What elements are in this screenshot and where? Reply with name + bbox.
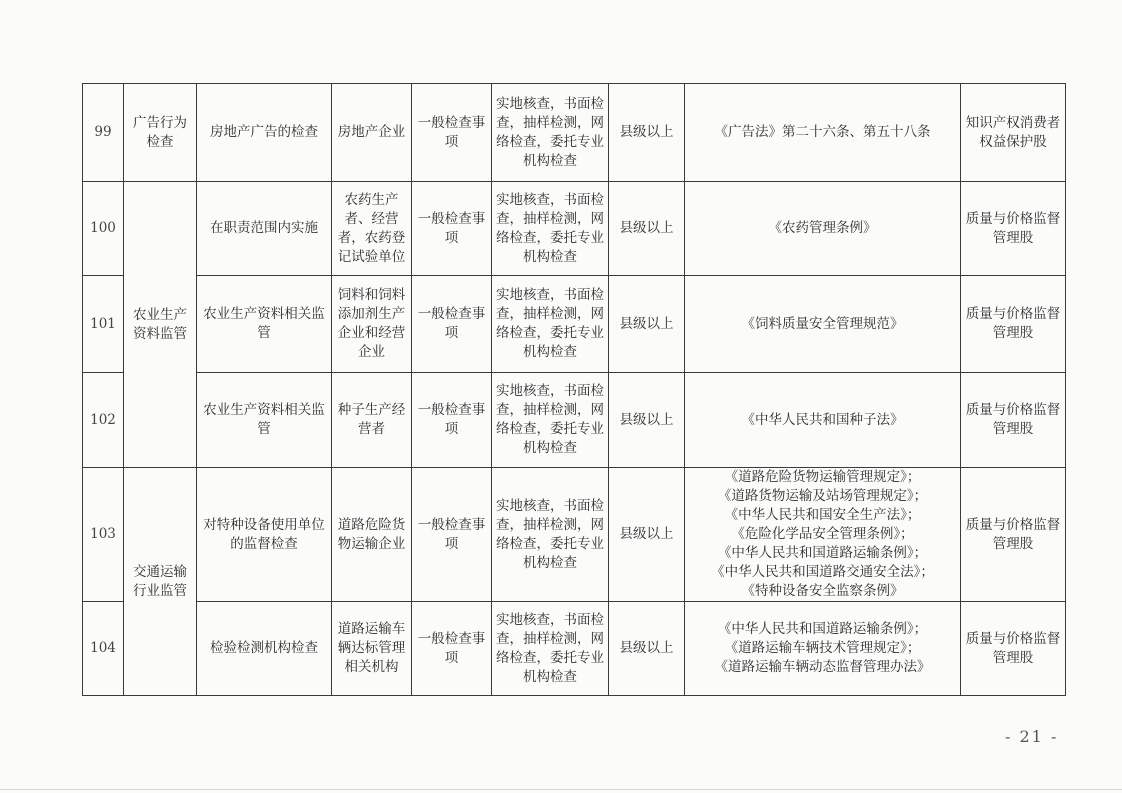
basis-cell [685,373,961,468]
basis-line: 《中华人民共和国安全生产法》； [724,507,921,523]
target-cell: 饲料和饲料添加剂生产企业和经营企业 [332,276,412,373]
basis-line: 《中华人民共和国道路运输条例》； [717,545,928,561]
basis-cell [685,276,961,373]
dept-cell: 质量与价格监督管理股 [961,602,1066,696]
row-number: 101 [83,276,124,373]
basis-line: 《饲料质量安全管理规范》 [741,315,904,332]
method-cell: 实地核查，书面检查，抽样检测，网络检查，委托专业机构检查 [492,468,609,602]
method-cell: 实地核查，书面检查，抽样检测，网络检查，委托专业机构检查 [492,182,609,276]
basis-line: 《道路运输车辆技术管理规定》； [724,640,921,656]
type-cell: 一般检查事项 [412,276,492,373]
basis-line: 《农药管理条例》 [768,220,877,236]
level-cell: 县级以上 [609,602,685,696]
item-cell: 农业生产资料相关监管 [197,276,332,373]
basis-cell [685,182,961,276]
type-cell: 一般检查事项 [412,468,492,602]
item-cell: 农业生产资料相关监管 [197,373,332,468]
method-cell: 实地核查，书面检查，抽样检测，网络检查，委托专业机构检查 [492,373,609,468]
level-cell: 县级以上 [609,182,685,276]
type-cell: 一般检查事项 [412,182,492,276]
table-row [83,182,1066,276]
dept-cell: 质量与价格监督管理股 [961,373,1066,468]
basis-line: 《道路危险货物运输管理规定》； [724,469,921,485]
row-number: 99 [83,84,124,182]
basis-line: 《危险化学品安全管理条例》； [731,526,914,542]
table-row [83,276,1066,373]
basis-line: 《道路货物运输及站场管理规定》； [717,488,928,504]
table-row [83,602,1066,696]
target-cell: 农药生产者、经营者，农药登记试验单位 [332,182,412,276]
category-cell: 广告行为检查 [124,84,197,182]
item-cell: 对特种设备使用单位的监督检查 [197,468,332,602]
row-number: 104 [83,602,124,696]
item-cell: 在职责范围内实施 [197,182,332,276]
dept-cell: 质量与价格监督管理股 [961,182,1066,276]
table-row [83,373,1066,468]
row-number: 100 [83,182,124,276]
inspection-table [82,83,1066,696]
item-cell: 检验检测机构检查 [197,602,332,696]
type-cell: 一般检查事项 [412,373,492,468]
page-number: - 21 - [1005,727,1059,746]
method-cell: 实地核查，书面检查，抽样检测，网络检查，委托专业机构检查 [492,276,609,373]
basis-line: 《道路运输车辆动态监督管理办法》 [714,659,931,675]
basis-cell [685,468,961,602]
basis-cell [685,602,961,696]
row-number: 103 [83,468,124,602]
type-cell: 一般检查事项 [412,84,492,182]
basis-line: 《中华人民共和国道路运输条例》； [717,621,928,637]
table-row [83,84,1066,182]
basis-line: 《中华人民共和国种子法》 [741,411,904,428]
basis-line: 《中华人民共和国道路交通安全法》； [711,564,934,580]
target-cell: 房地产企业 [332,84,412,182]
method-cell: 实地核查，书面检查，抽样检测，网络检查，委托专业机构检查 [492,602,609,696]
item-cell: 房地产广告的检查 [197,84,332,182]
method-cell: 实地核查，书面检查，抽样检测，网络检查，委托专业机构检查 [492,84,609,182]
category-cell: 农业生产资料监管 [124,182,197,468]
type-cell: 一般检查事项 [412,602,492,696]
dept-cell: 质量与价格监督管理股 [961,276,1066,373]
divider [0,789,1122,790]
row-number: 102 [83,373,124,468]
level-cell: 县级以上 [609,276,685,373]
target-cell: 道路危险货物运输企业 [332,468,412,602]
category-cell: 交通运输行业监管 [124,468,197,696]
target-cell: 道路运输车辆达标管理相关机构 [332,602,412,696]
dept-cell: 知识产权消费者权益保护股 [961,84,1066,182]
level-cell: 县级以上 [609,468,685,602]
basis-line: 《广告法》第二十六条、第五十八条 [714,124,931,140]
level-cell: 县级以上 [609,373,685,468]
target-cell: 种子生产经营者 [332,373,412,468]
basis-line: 《特种设备安全监察条例》 [741,583,904,599]
dept-cell: 质量与价格监督管理股 [961,468,1066,602]
table-row [83,468,1066,602]
basis-cell [685,84,961,182]
level-cell: 县级以上 [609,84,685,182]
